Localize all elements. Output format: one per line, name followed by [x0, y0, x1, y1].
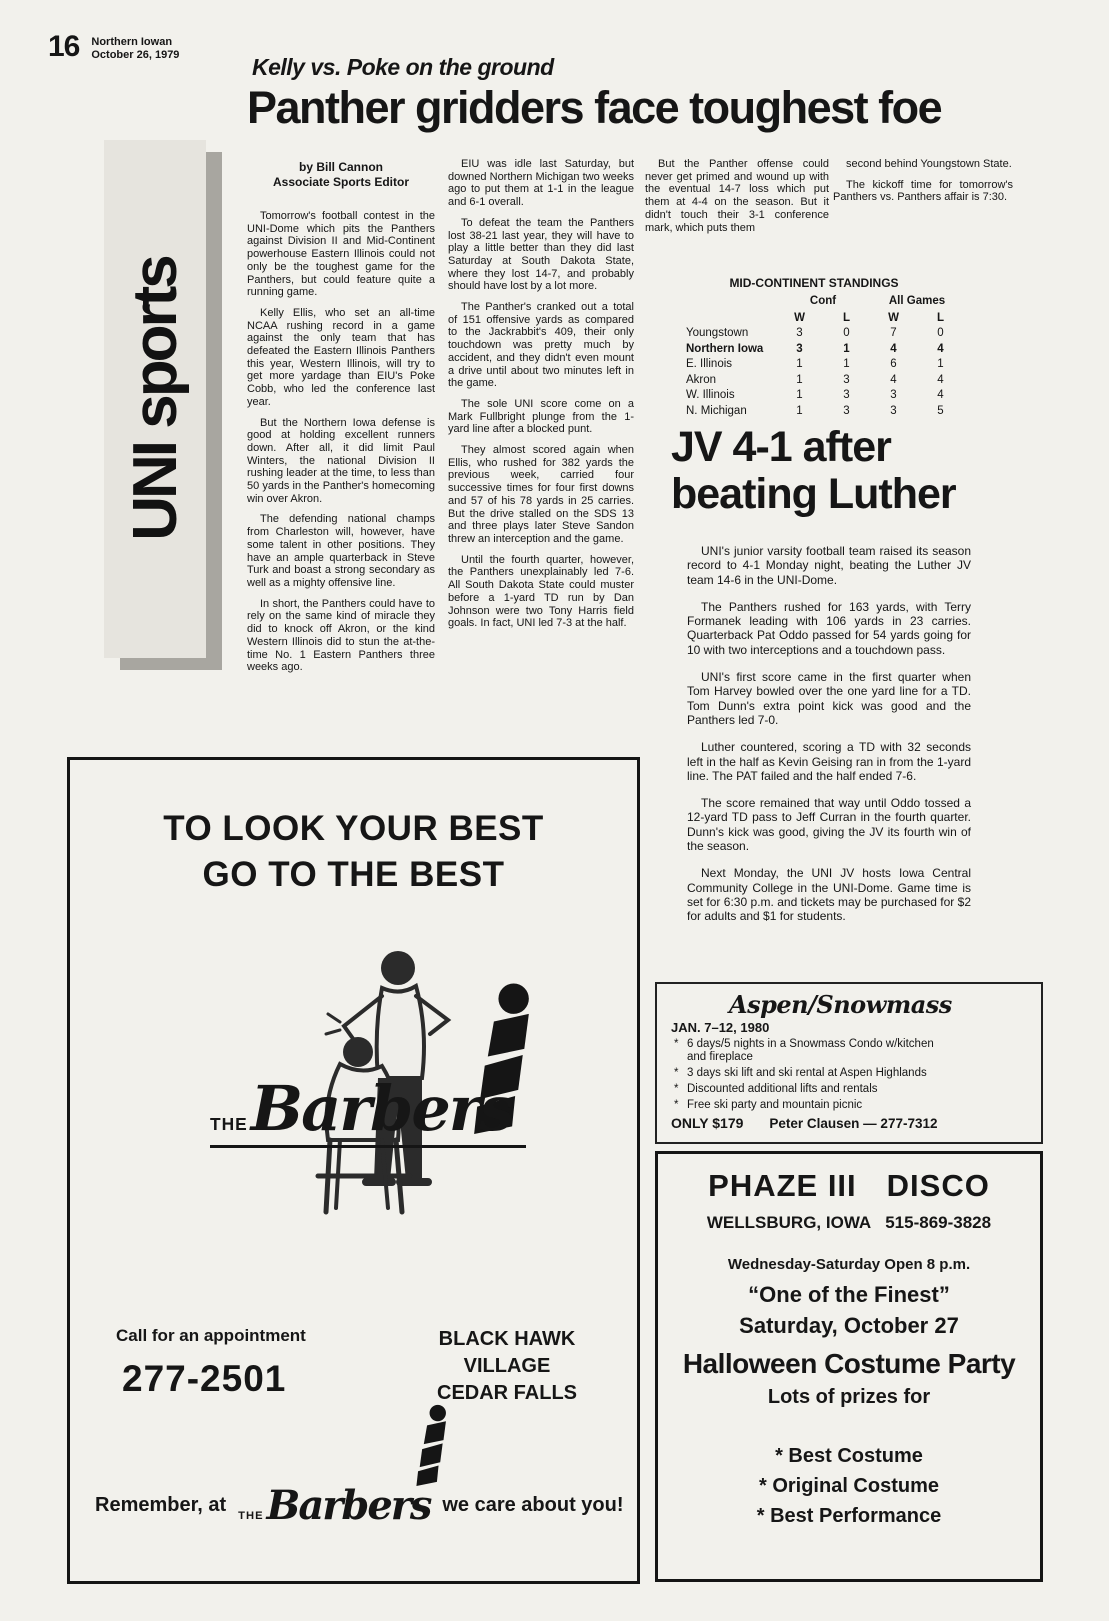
standings-all-wins: 4: [890, 373, 897, 386]
paragraph: The Panther's cranked out a total of 151 offensive yards as compared to the Jackrabbit's 409, their only touchdown was pretty much by accident, and they didn't even mount a drive until about two minutes left in the game.: [448, 301, 634, 390]
byline-author: by Bill Cannon: [299, 160, 383, 174]
phaze-disco-ad: [655, 1151, 1043, 1582]
aspen-snowmass-ad: [655, 982, 1043, 1144]
standings-all-losses: 4: [937, 389, 944, 401]
standings-all-losses: 5: [937, 404, 944, 417]
standings-team-name: Akron: [686, 373, 717, 386]
standings-allgames-header: All Games: [888, 295, 946, 307]
paragraph: Tomorrow's football contest in the UNI-Dome which pits the Panthers against Division II and Mid-Continent powerhouse Eastern Illinois could not only be the toughest game for the Panthers, but could feature quite a running game.: [247, 210, 435, 299]
article-column-4: [833, 158, 1013, 212]
standings-row: [658, 373, 970, 389]
phaze-prize-item: * Original Costume: [658, 1471, 1040, 1501]
jv-headline-line2: beating Luther: [671, 470, 956, 518]
barbers-headline-line1: TO LOOK YOUR BEST: [163, 809, 544, 848]
phaze-hours: Wednesday-Saturday Open 8 p.m.: [727, 1256, 971, 1273]
phaze-title-disco: DISCO: [886, 1168, 990, 1203]
aspen-price: ONLY $179: [671, 1115, 744, 1131]
jv-article-body: [687, 544, 971, 937]
paragraph: UNI's first score came in the first quarter when Tom Harvey bowled over the one yard line for a TD. Tom Dunn's extra point kick was good and the Panthers led 7-0.: [687, 670, 971, 727]
aspen-bullet-item: * 3 days ski lift and ski rental at Aspen Highlands: [671, 1067, 951, 1080]
paragraph: The sole UNI score come on a Mark Fullbright plunge from the 1-yard line after a blocked punt.: [448, 397, 634, 436]
uni-sports-banner: [104, 140, 206, 658]
aspen-bullet-item: * Discounted additional lifts and rentals: [671, 1083, 951, 1096]
standings-team-name: Northern Iowa: [686, 342, 764, 355]
paragraph: But the Northern Iowa defense is good at holding excellent runners down. After all, it did limit Paul Winters, the national Division II rushing leader at the time, to less than 50 yards in the Panther's homecoming win over Akron.: [247, 416, 435, 505]
aspen-contact: Peter Clausen — 277-7312: [769, 1116, 938, 1131]
standings-team-name: E. Illinois: [686, 358, 733, 370]
paragraph: Luther countered, scoring a TD with 32 seconds left in the half as Kevin Geising ran in from the 1-yard line. The PAT failed and the half ended 7-6.: [687, 740, 971, 783]
standings-rows: [658, 326, 970, 419]
standings-team-name: Youngstown: [686, 327, 749, 339]
paragraph: But the Panther offense could never get primed and wound up with the eventual 14-7 loss which put them at 4-4 on the season. But it didn't touch their 3-1 conference mark, which puts them: [645, 158, 829, 234]
standings-conf-wins: 1: [796, 404, 803, 417]
standings-table: [658, 276, 970, 419]
paragraph: EIU was idle last Saturday, but downed Northern Michigan two weeks ago to put them at 1-1 in the league and 6-1 overall.: [448, 158, 634, 209]
standings-conf-header: Conf: [809, 295, 837, 307]
standings-team-name: N. Michigan: [686, 404, 747, 417]
phaze-city: WELLSBURG, IOWA: [706, 1213, 872, 1232]
standings-col-label: W: [888, 311, 899, 324]
masthead: [48, 30, 179, 64]
barbers-location: [398, 1326, 616, 1407]
standings-all-wins: 6: [890, 358, 897, 370]
phaze-title: [658, 1168, 1040, 1204]
standings-all-wins: 7: [890, 327, 897, 339]
standings-conf-losses: 3: [843, 373, 850, 386]
standings-row: [658, 357, 970, 373]
paragraph: Kelly Ellis, who set an all-time NCAA rushing record in a game against the only team that has defeated the Eastern Illinois Panthers this year, Western Illinois, will try to get more yardage than EIU's Poke Cobb, who led the conference last year.: [247, 306, 435, 408]
standings-conf-wins: 3: [796, 342, 803, 355]
jv-headline-line1: JV 4-1 after: [671, 423, 891, 471]
standings-all-wins: 4: [890, 342, 897, 355]
standings-row: [658, 388, 970, 404]
paragraph: To defeat the team the Panthers lost 38-21 last year, they will have to play a little better than they did last Saturday at South Dakota State, where they lost 14-7, and probably should have lost by a lot more.: [448, 216, 634, 293]
standings-all-losses: 4: [937, 373, 944, 386]
aspen-title: Aspen/Snowmass: [729, 990, 952, 1019]
standings-col-label: L: [936, 311, 945, 324]
barbers-footer-logo: [238, 1482, 430, 1529]
paragraph: The Panthers rushed for 163 yards, with Terry Formanek leading with 106 yards in 23 carries. Quarterback Pat Oddo passed for 54 yards going for 10 with two interceptions and a touchdown pass.: [687, 599, 971, 657]
phaze-prize-item: * Best Performance: [658, 1501, 1040, 1531]
standings-team-name: W. Illinois: [686, 389, 735, 401]
standings-conf-wins: 1: [796, 358, 803, 370]
standings-conf-losses: 1: [843, 358, 850, 370]
barbers-symbol-icon-small: [413, 1404, 451, 1486]
barbers-footer-post: we care about you!: [442, 1494, 624, 1516]
barbers-location-line1: BLACK HAWK VILLAGE: [438, 1328, 576, 1377]
kicker-headline: Kelly vs. Poke on the ground: [252, 54, 554, 80]
paragraph: In short, the Panthers could have to rely on the same kind of miracle they did to knock off Akron, or the kind Western Illinois did to stun the at-the-time No. 1 Eastern Panthers three weeks ago.: [247, 597, 435, 674]
standings-row: [658, 326, 970, 342]
publication-name: Northern Iowan: [91, 36, 173, 48]
barbers-ad-headline: [70, 806, 637, 898]
standings-spacer: [658, 311, 776, 327]
jv-headline: [671, 424, 956, 518]
publication-date: October 26, 1979: [91, 49, 180, 61]
phaze-tagline: “One of the Finest”: [748, 1282, 950, 1307]
standings-col-labels: [776, 311, 964, 327]
article-column-1: [247, 210, 435, 682]
standings-col-label: L: [842, 311, 851, 324]
phaze-prize-list: [658, 1441, 1040, 1531]
standings-column-header: [658, 311, 970, 327]
standings-conf-wins: 1: [796, 373, 803, 386]
barbers-call-text: Call for an appointment: [116, 1326, 306, 1345]
paragraph: The defending national champs from Charleston will, however, have some talent in other positions. They have an ample quarterback in Steve Turk and boast a strong secondary as well as a mighty offensive line.: [247, 513, 435, 589]
standings-conf-wins: 1: [796, 389, 803, 401]
barbers-logo: [210, 1072, 526, 1148]
barbers-footer-pre: Remember, at: [95, 1494, 227, 1516]
standings-row: [658, 404, 970, 420]
phaze-prize-item: * Best Costume: [658, 1441, 1040, 1471]
barbers-logo-the: THE: [238, 1510, 264, 1522]
barbers-logo-name: Barbers: [266, 1482, 431, 1529]
phaze-phone-number: 515-869-3828: [885, 1213, 992, 1232]
phaze-location: [658, 1213, 1040, 1233]
standings-title: MID-CONTINENT STANDINGS: [729, 276, 899, 290]
paragraph: Next Monday, the UNI JV hosts Iowa Central Community College in the UNI-Dome. Game time is set for 6:30 p.m. and tickets may be purchased for $2 for adults and $1 for students.: [687, 866, 971, 924]
barbers-logo-the: THE: [210, 1114, 248, 1134]
page-number: 16: [48, 30, 80, 63]
paragraph: second behind Youngstown State.: [846, 158, 1012, 170]
standings-all-losses: 0: [937, 327, 944, 339]
aspen-bullet-item: * 6 days/5 nights in a Snowmass Condo w/kitchen and fireplace: [671, 1038, 951, 1064]
standings-all-losses: 4: [937, 342, 944, 355]
article-column-3: [645, 158, 829, 242]
byline: [247, 160, 435, 190]
paragraph: The score remained that way until Oddo tossed a 12-yard TD pass to Jeff Curran in the fourth quarter. Dunn's kick was good, giving the JV its fourth win of the season.: [687, 796, 971, 854]
aspen-dates: JAN. 7–12, 1980: [671, 1020, 770, 1035]
barbers-ad: [67, 757, 640, 1584]
standings-conf-losses: 3: [843, 404, 850, 417]
barbers-phone-number: 277-2501: [122, 1358, 287, 1399]
paragraph: They almost scored again when Ellis, who rushed for 382 yards the previous week, carried four successive times for four first downs and 57 of his 78 yards in 25 carries. But the drive stalled on the SDS 13 and three plays later Steve Sandon threw an interception and the game.: [448, 444, 634, 545]
uni-sports-banner-text: UNI sports: [120, 257, 190, 541]
standings-all-wins: 3: [890, 404, 897, 417]
aspen-bullet-item: * Free ski party and mountain picnic: [671, 1099, 951, 1112]
main-headline: Panther gridders face toughest foe: [247, 82, 942, 133]
phaze-event-date: Saturday, October 27: [739, 1313, 959, 1338]
aspen-price-row: [671, 1115, 1027, 1131]
paragraph: The kickoff time for tomorrow's Panthers vs. Panthers affair is 7:30.: [833, 178, 1013, 204]
standings-all-wins: 3: [890, 389, 897, 401]
standings-conf-wins: 3: [796, 327, 803, 339]
phaze-prizes-intro: Lots of prizes for: [767, 1386, 931, 1408]
barbers-headline-line2: GO TO THE BEST: [202, 855, 505, 894]
standings-conf-losses: 0: [843, 327, 850, 339]
standings-conf-losses: 3: [843, 389, 850, 401]
standings-col-label: W: [794, 311, 805, 324]
standings-spacer: [658, 294, 776, 310]
barbers-location-line2: CEDAR FALLS: [437, 1382, 577, 1404]
barbers-logo-name: Barbers: [250, 1072, 513, 1145]
standings-row: [658, 342, 970, 358]
article-column-2: [448, 158, 634, 638]
phaze-title-name: PHAZE III: [708, 1168, 857, 1203]
standings-group-header: [658, 294, 970, 310]
aspen-bullet-list: [671, 1038, 1027, 1112]
paragraph: Until the fourth quarter, however, the Panthers unexplainably led 7-6. All South Dakota State could muster before a 1-yard TD run by Dan Johnson were two Tony Harris field goals. In fact, UNI led 7-3 at the half.: [448, 553, 634, 630]
paragraph: UNI's junior varsity football team raised its season record to 4-1 Monday night, beating the Luther JV team 14-6 in the UNI-Dome.: [687, 544, 971, 587]
phaze-event-name: Halloween Costume Party: [682, 1348, 1016, 1379]
standings-conf-losses: 1: [843, 342, 850, 355]
standings-all-losses: 1: [937, 358, 944, 370]
barbers-footer: [95, 1482, 625, 1529]
byline-title: Associate Sports Editor: [272, 175, 410, 189]
